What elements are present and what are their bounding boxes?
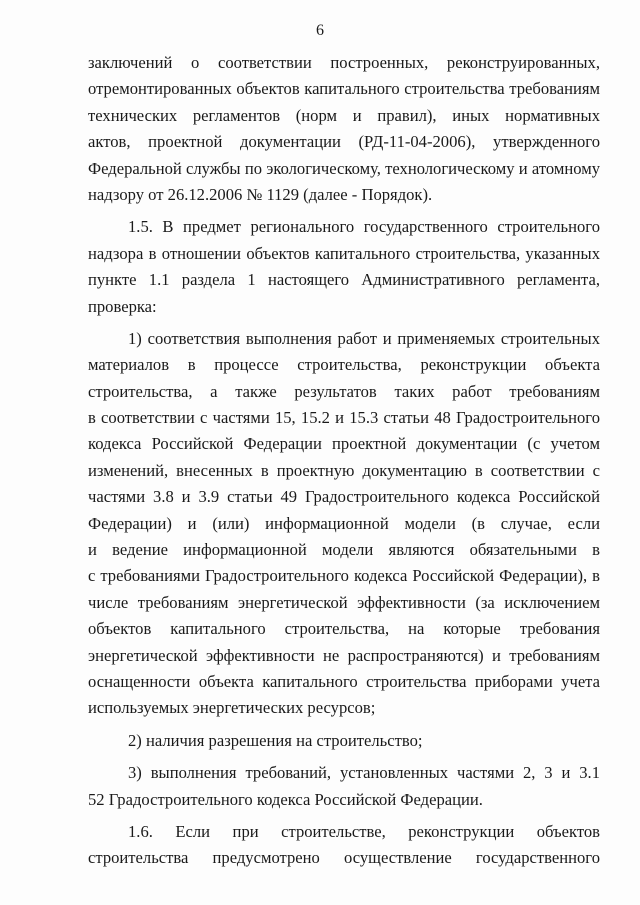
text-line: 3) выполнения требований, установленных частями 2, 3 и 3.1	[128, 763, 600, 783]
text-line: используемых энергетических ресурсов;	[88, 698, 376, 718]
text-line: в соответствии с частями 15, 15.2 и 15.3 статьи 48 Градостроительного	[88, 408, 600, 428]
text-line: 2) наличия разрешения на строительство;	[128, 730, 423, 750]
text-line: с требованиями Градостроительного кодекса Российской Федерации), в	[88, 566, 600, 586]
text-line: строительства, а также результатов таких работ требованиям	[88, 381, 600, 401]
text-line: числе требованиям энергетической эффективности (за исключением	[88, 592, 600, 612]
text-line: надзора в отношении объектов капитального строительства, указанных	[88, 243, 600, 263]
text-line: проверка:	[88, 296, 157, 316]
text-line: заключений о соответствии построенных, реконструированных,	[88, 53, 600, 72]
text-line: надзору от 26.12.2006 № 1129 (далее - Порядок).	[88, 184, 433, 204]
text-line: объектов капитального строительства, на которые требования	[88, 619, 600, 639]
text-line: технических регламентов (норм и правил), иных нормативных	[88, 105, 600, 125]
text-line: Федеральной службы по экологическому, технологическому и атомному	[88, 158, 600, 178]
text-line: актов, проектной документации (РД-11-04-2006), утвержденного	[88, 132, 600, 152]
text-line: 52 Градостроительного кодекса Российской Федерации.	[88, 789, 483, 809]
text-line: строительства предусмотрено осуществление государственного	[88, 848, 600, 868]
page-number: 6	[316, 22, 324, 39]
text-line: оснащенности объекта капитального строительства приборами учета	[88, 671, 600, 691]
text-line: отремонтированных объектов капитального строительства требованиям	[88, 79, 600, 99]
text-line: пункте 1.1 раздела 1 настоящего Административного регламента,	[88, 270, 600, 290]
text-line: 1.5. В предмет регионального государственного строительного	[128, 217, 600, 237]
text-line: энергетической эффективности не распространяются) и требованиям	[88, 645, 600, 665]
text-line: материалов в процессе строительства, реконструкции объекта	[88, 355, 600, 375]
text-line: и ведение информационной модели являются обязательными в	[88, 540, 600, 560]
text-line: кодекса Российской Федерации проектной документации (с учетом	[88, 434, 600, 454]
text-line: 1.6. Если при строительстве, реконструкции объектов	[128, 821, 600, 841]
text-line: Федерации) и (или) информационной модели (в случае, если	[88, 513, 600, 533]
text-line: частями 3.8 и 3.9 статьи 49 Градостроительного кодекса Российской	[88, 487, 600, 507]
document-body	[88, 50, 600, 872]
text-line: 1) соответствия выполнения работ и применяемых строительных	[128, 328, 600, 348]
text-line: изменений, внесенных в проектную документацию в соответствии с	[88, 460, 600, 480]
